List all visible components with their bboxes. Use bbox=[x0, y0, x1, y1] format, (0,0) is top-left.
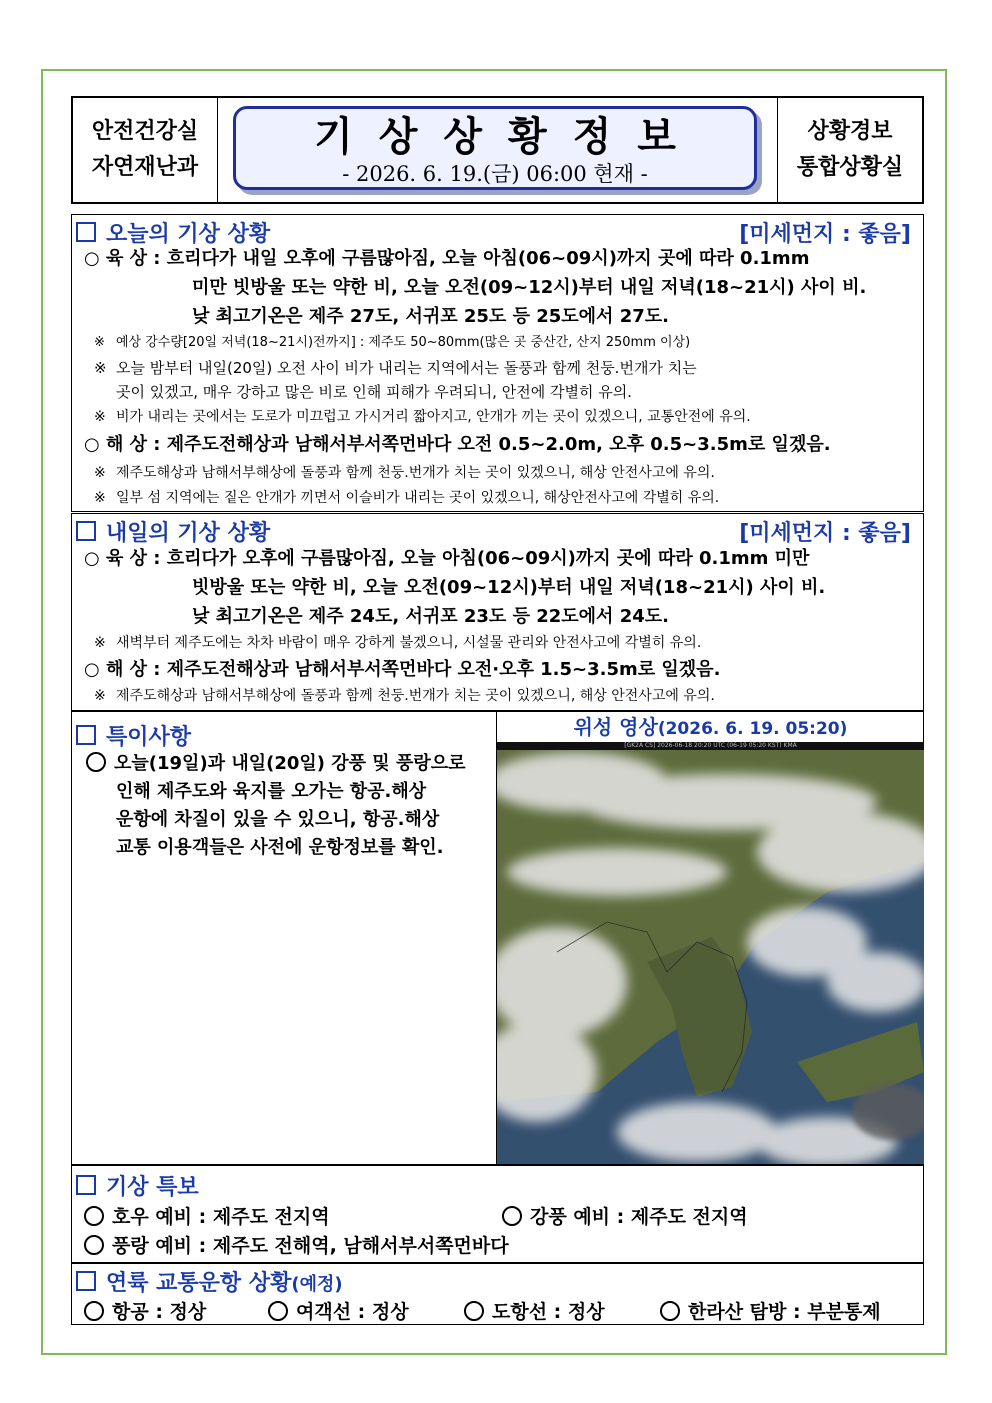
checkbox-icon bbox=[76, 1271, 96, 1291]
special-line-2: 인해 제주도와 육지를 오가는 항공.해상 bbox=[116, 781, 427, 802]
today-sea-note-2: ※ 일부 섬 지역에는 짙은 안개가 끼면서 이슬비가 내리는 곳이 있겠으니, 해상안전사고에 각별히 유의. bbox=[94, 490, 720, 506]
today-note-1: ※ 예상 강수량[20일 저녁(18~21시)전까지] : 제주도 50~80mm(많은 곳 중산간, 산지 250mm 이상) bbox=[94, 335, 691, 350]
tomorrow-note-1: ※ 새벽부터 제주도에는 차차 바람이 매우 강하게 불겠으니, 시설물 관리와 안전사고에 각별히 유의. bbox=[94, 635, 702, 651]
circle-bullet-icon bbox=[464, 1301, 484, 1321]
tomorrow-sea: ○ 해 상 : 제주도전해상과 남해서부서쪽먼바다 오전·오후 1.5~3.5m로 일겠음. bbox=[84, 659, 721, 680]
tomorrow-dust: [미세먼지 : 좋음] bbox=[739, 521, 911, 546]
warning-item-rain: 호우 예비 : 제주도 전지역 bbox=[84, 1202, 330, 1229]
org-line-2: 자연재난과 bbox=[91, 155, 199, 180]
warning-section bbox=[71, 1165, 924, 1263]
circle-bullet-icon bbox=[84, 1206, 104, 1226]
checkbox-icon bbox=[76, 521, 96, 541]
header-left-org bbox=[73, 98, 218, 202]
today-land-3: 낮 최고기온은 제주 27도, 서귀포 25도 등 25도에서 27도. bbox=[192, 306, 669, 327]
satellite-map-graphic bbox=[497, 742, 924, 1164]
warning-item-wind: 강풍 예비 : 제주도 전지역 bbox=[502, 1202, 748, 1229]
today-title: 오늘의 기상 상황 bbox=[76, 217, 270, 248]
tomorrow-land-2: 빗방울 또는 약한 비, 오늘 오전(09~12시)부터 내일 저녁(18~21시) 사이 비. bbox=[192, 577, 826, 598]
traffic-section bbox=[71, 1263, 924, 1325]
circle-bullet-icon bbox=[502, 1206, 522, 1226]
circle-bullet-icon bbox=[268, 1301, 288, 1321]
title-banner bbox=[233, 106, 757, 190]
warning-item-wave: 풍랑 예비 : 제주도 전해역, 남해서부서쪽먼바다 bbox=[84, 1231, 509, 1258]
special-line-4: 교통 이용객들은 사전에 운항정보를 확인. bbox=[116, 837, 444, 858]
report-date: - 2026. 6. 19.(금) 06:00 현재 - bbox=[342, 162, 648, 186]
circle-bullet-icon bbox=[660, 1301, 680, 1321]
satellite-caption: 위성 영상(2026. 6. 19. 05:20) bbox=[573, 715, 848, 739]
tomorrow-land-3: 낮 최고기온은 제주 24도, 서귀포 23도 등 22도에서 24도. bbox=[192, 606, 669, 627]
special-section bbox=[71, 711, 924, 1165]
org-line-4: 통합상황실 bbox=[796, 155, 904, 180]
traffic-item-air: 항공 : 정상 bbox=[84, 1297, 206, 1324]
checkbox-icon bbox=[76, 222, 96, 242]
today-land-2: 미만 빗방울 또는 약한 비, 오늘 오전(09~12시)부터 내일 저녁(18~21시) 사이 비. bbox=[192, 277, 867, 298]
org-line-3: 상황경보 bbox=[807, 119, 893, 144]
tomorrow-sea-note: ※ 제주도해상과 남해서부해상에 돌풍과 함께 천둥.번개가 치는 곳이 있겠으니, 해상 안전사고에 유의. bbox=[94, 688, 715, 704]
special-line-1: 오늘(19일)과 내일(20일) 강풍 및 풍랑으로 bbox=[86, 750, 466, 778]
today-land-1: ○ 육 상 : 흐리다가 내일 오후에 구름많아짐, 오늘 아침(06~09시)까지 곳에 따라 0.1mm bbox=[84, 248, 810, 269]
today-dust: [미세먼지 : 좋음] bbox=[739, 222, 911, 247]
header bbox=[71, 96, 924, 204]
traffic-item-hallasan: 한라산 탐방 : 부분통제 bbox=[660, 1297, 881, 1324]
header-right-org bbox=[777, 98, 922, 202]
circle-bullet-icon bbox=[86, 752, 106, 772]
traffic-title: 연륙 교통운항 상황(예정) bbox=[76, 1266, 343, 1297]
today-section bbox=[71, 214, 924, 512]
satellite-panel bbox=[496, 712, 924, 1164]
satellite-image bbox=[497, 742, 924, 1164]
today-note-3: 곳이 있겠고, 매우 강하고 많은 비로 인해 피해가 우려되니, 안전에 각별히 유의. bbox=[116, 383, 632, 401]
circle-bullet-icon bbox=[84, 1235, 104, 1255]
page-title: 기상상황정보 bbox=[314, 113, 702, 160]
satellite-timestamp-strip: [GK2A CS] 2026-06-18 20:20 UTC (06-19 05:20 KST) KMA bbox=[497, 742, 924, 750]
tomorrow-land-1: ○ 육 상 : 흐리다가 오후에 구름많아짐, 오늘 아침(06~09시)까지 곳에 따라 0.1mm 미만 bbox=[84, 548, 810, 569]
special-title: 특이사항 bbox=[76, 720, 191, 751]
circle-bullet-icon bbox=[84, 1301, 104, 1321]
today-note-2: ※ 오늘 밤부터 내일(20일) 오전 사이 비가 내리는 지역에서는 돌풍과 함께 천둥.번개가 치는 bbox=[94, 359, 697, 377]
warning-title: 기상 특보 bbox=[76, 1170, 199, 1201]
traffic-item-ferry: 여객선 : 정상 bbox=[268, 1297, 409, 1324]
today-sea-note-1: ※ 제주도해상과 남해서부해상에 돌풍과 함께 천둥.번개가 치는 곳이 있겠으니, 해상 안전사고에 유의. bbox=[94, 465, 715, 481]
org-line-1: 안전건강실 bbox=[91, 119, 199, 144]
checkbox-icon bbox=[76, 1175, 96, 1195]
checkbox-icon bbox=[76, 725, 96, 745]
traffic-item-island-boat: 도항선 : 정상 bbox=[464, 1297, 605, 1324]
tomorrow-section bbox=[71, 513, 924, 711]
today-sea: ○ 해 상 : 제주도전해상과 남해서부서쪽먼바다 오전 0.5~2.0m, 오후 0.5~3.5m로 일겠음. bbox=[84, 434, 831, 455]
today-note-4: ※ 비가 내리는 곳에서는 도로가 미끄럽고 가시거리 짧아지고, 안개가 끼는 곳이 있겠으니, 교통안전에 유의. bbox=[94, 409, 751, 425]
special-line-3: 운항에 차질이 있을 수 있으니, 항공.해상 bbox=[116, 809, 440, 830]
tomorrow-title: 내일의 기상 상황 bbox=[76, 516, 270, 547]
